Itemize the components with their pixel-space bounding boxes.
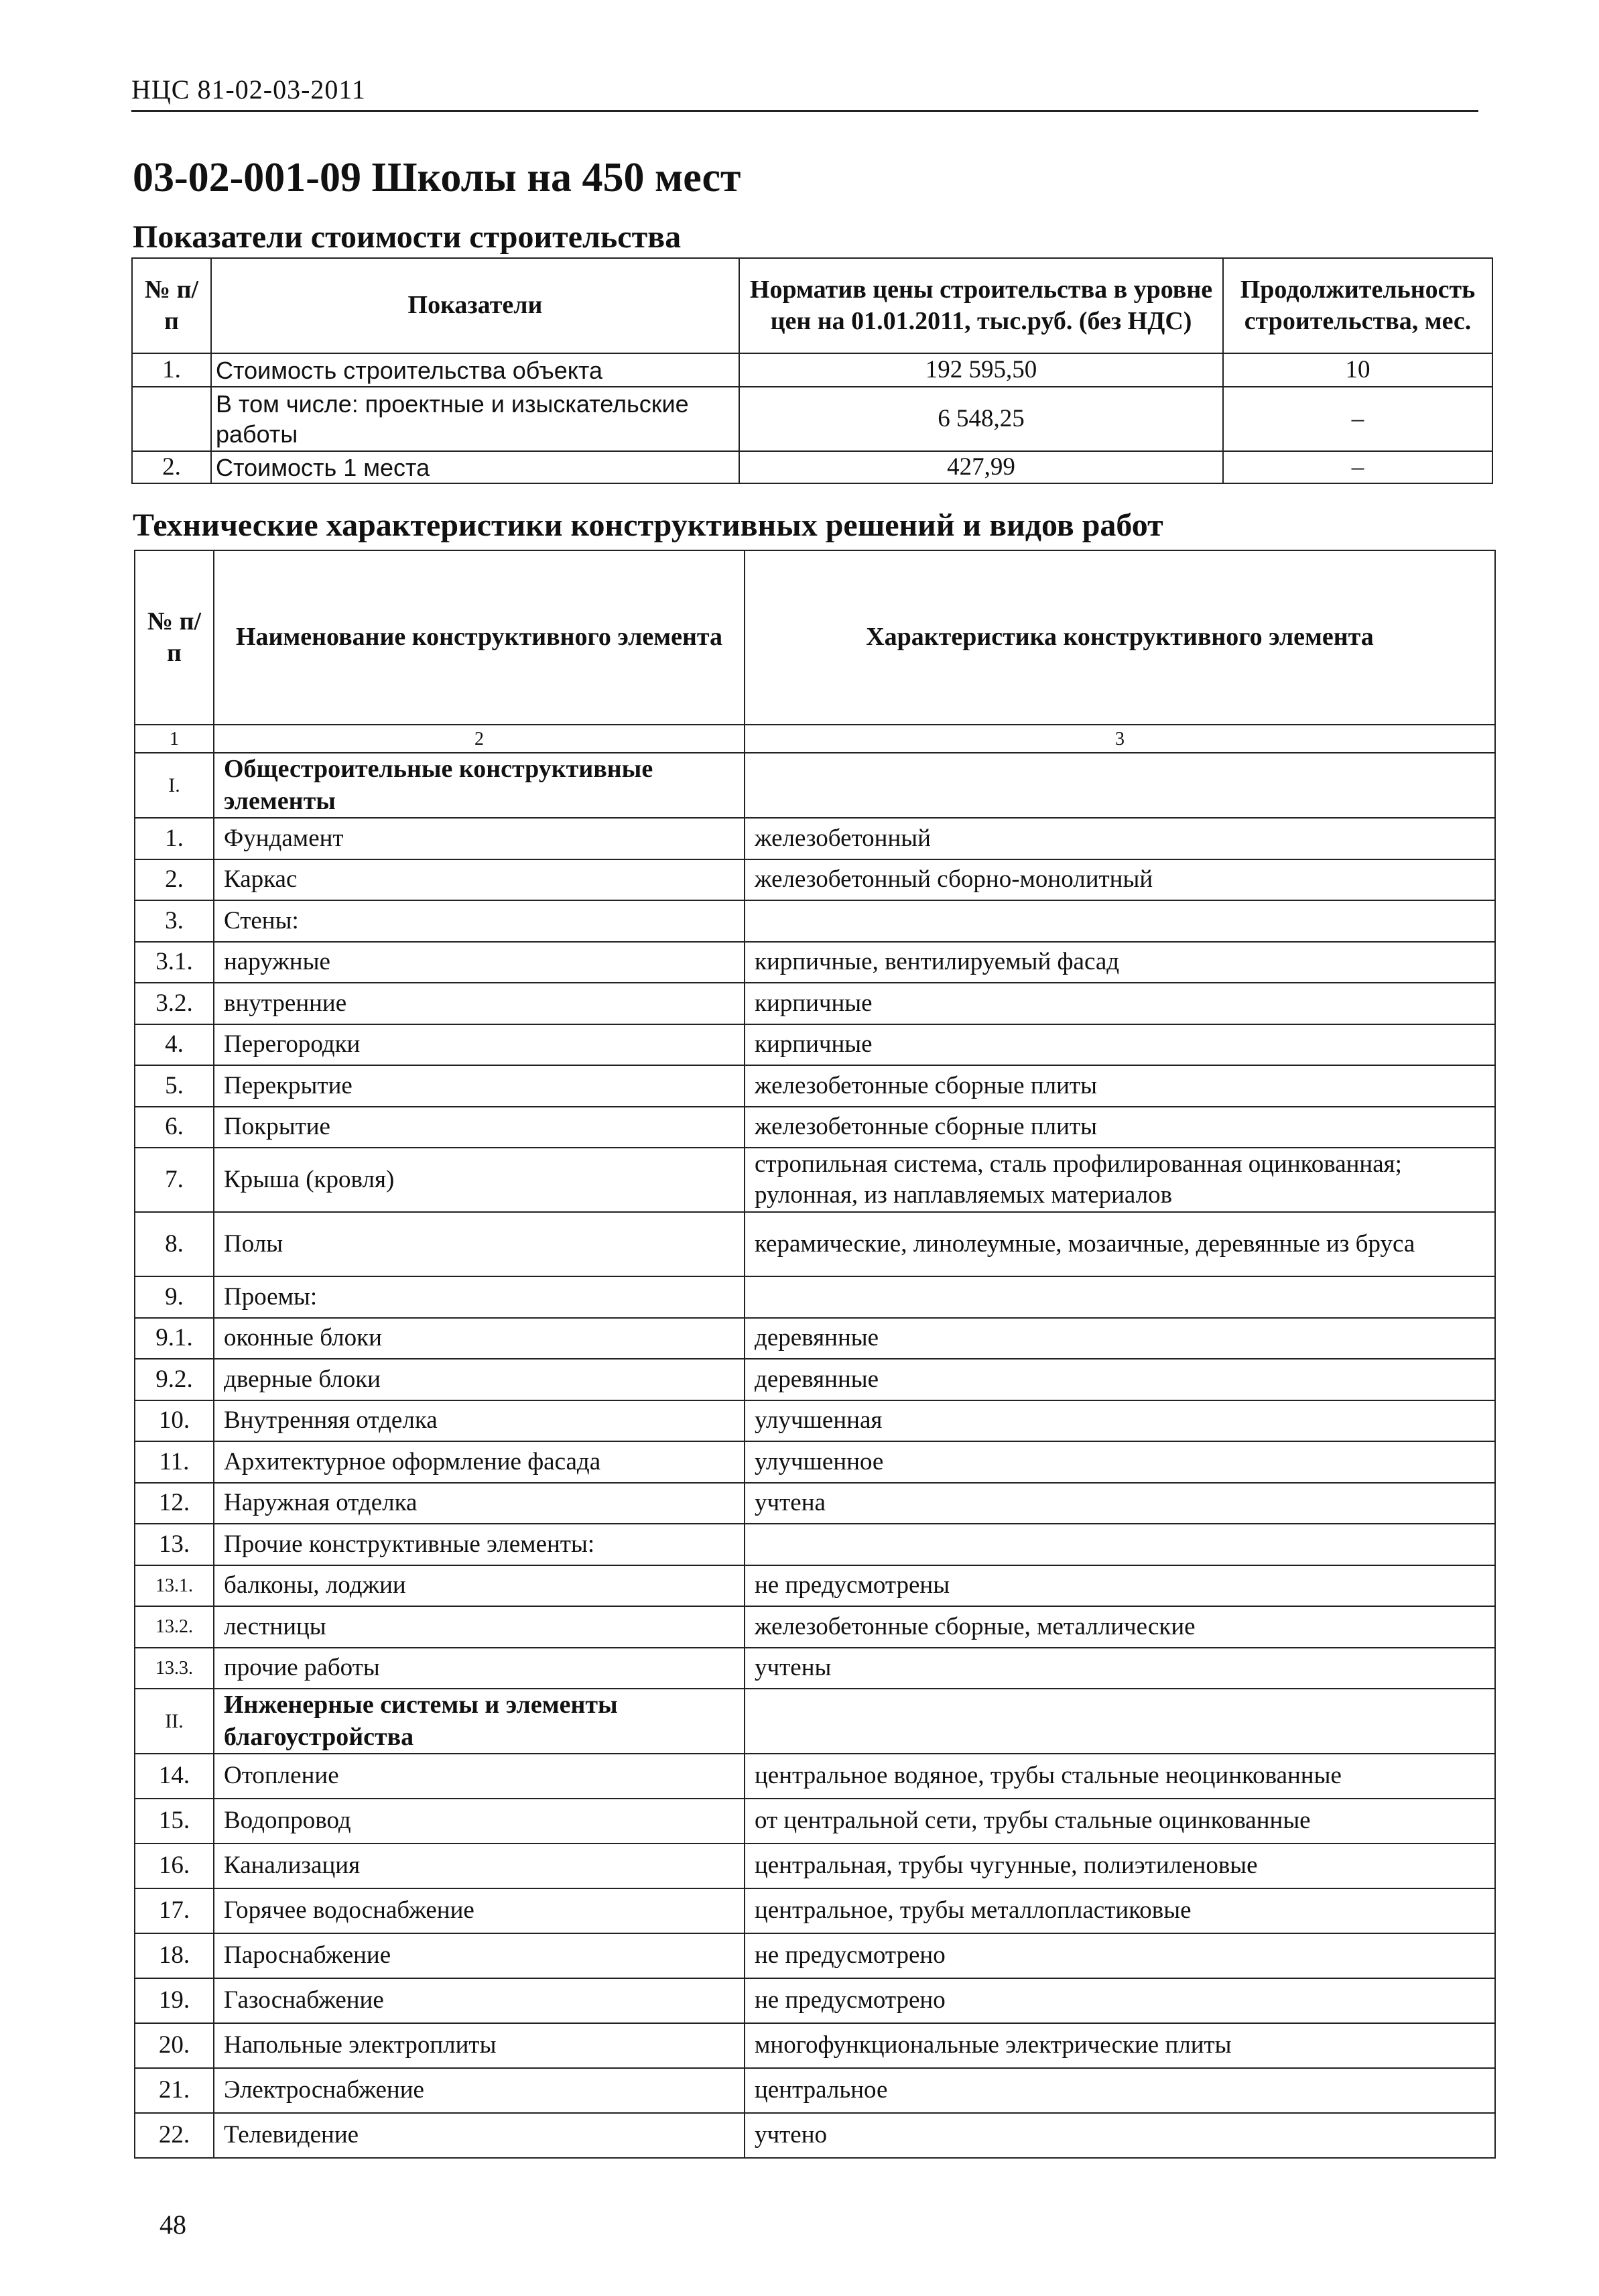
cost-row-duration: 10 [1223,353,1492,387]
tech-row-element-name: Общестроительные конструктивные элементы [214,753,745,818]
tech-col-characteristic-header: Характеристика конструктивного элемента [745,550,1495,725]
tech-row-characteristic: улучшенное [745,1441,1495,1483]
tech-row-num: 3.1. [135,942,214,983]
tech-table-row [135,859,1495,901]
tech-row-characteristic: учтены [745,1648,1495,1689]
tech-row-num: 4. [135,1024,214,1066]
tech-row-element-name: балконы, лоджии [214,1565,745,1607]
tech-row-element-name: Прочие конструктивные элементы: [214,1524,745,1565]
tech-row-num: 22. [135,2113,214,2158]
tech-row-element-name: лестницы [214,1606,745,1648]
tech-table-row [135,1888,1495,1933]
tech-row-num: 13.1. [135,1565,214,1607]
tech-row-characteristic: керамические, линолеумные, мозаичные, деревянные из бруса [745,1212,1495,1276]
tech-table-row [135,1606,1495,1648]
cost-row-num [132,387,211,451]
tech-row-characteristic [745,753,1495,818]
tech-table-row [135,818,1495,859]
tech-row-element-name: оконные блоки [214,1318,745,1360]
tech-row-element-name: Отопление [214,1754,745,1799]
tech-row-element-name: прочие работы [214,1648,745,1689]
tech-row-characteristic: кирпичные [745,983,1495,1024]
tech-table-row [135,2113,1495,2158]
tech-row-num: 21. [135,2068,214,2113]
tech-row-characteristic [745,900,1495,942]
cost-table [131,257,1493,484]
tech-row-characteristic: от центральной сети, трубы стальные оцинкованные [745,1799,1495,1844]
cost-table-row [132,387,1492,451]
tech-table-row [135,900,1495,942]
tech-row-num: II. [135,1689,214,1754]
tech-table-row [135,1483,1495,1524]
tech-row-num: 3.2. [135,983,214,1024]
document-code-header: НЦС 81-02-03-2011 [131,74,366,105]
tech-table-row [135,1754,1495,1799]
tech-table-row [135,1359,1495,1400]
tech-column-numbers-row [135,725,1495,753]
tech-row-element-name: Крыша (кровля) [214,1148,745,1212]
column-number: 1 [135,725,214,753]
tech-row-characteristic: кирпичные, вентилируемый фасад [745,942,1495,983]
tech-row-num: 7. [135,1148,214,1212]
cost-row-num: 1. [132,353,211,387]
tech-row-element-name: Канализация [214,1844,745,1888]
tech-table-row [135,1212,1495,1276]
tech-row-characteristic: не предусмотрено [745,1933,1495,1978]
tech-table-row [135,1648,1495,1689]
tech-row-element-name: Фундамент [214,818,745,859]
tech-table-row [135,1400,1495,1442]
tech-section-heading: Технические характеристики конструктивных решений и видов работ [133,507,1163,543]
tech-row-num: 13. [135,1524,214,1565]
tech-table-row [135,1276,1495,1318]
tech-row-element-name: Наружная отделка [214,1483,745,1524]
tech-row-element-name: Напольные электроплиты [214,2023,745,2068]
tech-row-num: 10. [135,1400,214,1442]
tech-row-element-name: Проемы: [214,1276,745,1318]
tech-row-num: 13.3. [135,1648,214,1689]
tech-row-element-name: Электроснабжение [214,2068,745,2113]
tech-table-row [135,942,1495,983]
cost-row-duration: – [1223,387,1492,451]
tech-row-element-name: внутренние [214,983,745,1024]
tech-table-row [135,983,1495,1024]
tech-table-row [135,1318,1495,1360]
tech-row-element-name: Внутренняя отделка [214,1400,745,1442]
tech-row-num: 6. [135,1107,214,1148]
tech-row-element-name: Инженерные системы и элементы благоустройства [214,1689,745,1754]
tech-row-element-name: Архитектурное оформление фасада [214,1441,745,1483]
tech-table-row [135,1148,1495,1212]
tech-row-element-name: наружные [214,942,745,983]
cost-section-heading: Показатели стоимости строительства [133,219,682,255]
tech-row-characteristic: центральное водяное, трубы стальные неоцинкованные [745,1754,1495,1799]
tech-row-element-name: Горячее водоснабжение [214,1888,745,1933]
tech-row-element-name: дверные блоки [214,1359,745,1400]
tech-row-element-name: Газоснабжение [214,1978,745,2023]
tech-row-element-name: Полы [214,1212,745,1276]
tech-row-num: 18. [135,1933,214,1978]
tech-table-row [135,1933,1495,1978]
tech-table-row [135,1799,1495,1844]
tech-row-num: 1. [135,818,214,859]
tech-row-num: I. [135,753,214,818]
tech-row-element-name: Стены: [214,900,745,942]
cost-col-duration-header: Продолжительность строительства, мес. [1223,258,1492,353]
tech-row-characteristic: стропильная система, сталь профилированная оцинкованная; рулонная, из наплавляемых материалов [745,1148,1495,1212]
tech-row-characteristic: кирпичные [745,1024,1495,1066]
tech-table-row [135,1107,1495,1148]
tech-table-row [135,1524,1495,1565]
tech-row-element-name: Каркас [214,859,745,901]
tech-row-characteristic: железобетонные сборные, металлические [745,1606,1495,1648]
column-number: 2 [214,725,745,753]
tech-section-row [135,753,1495,818]
cost-row-duration: – [1223,451,1492,483]
cost-col-indicator-header: Показатели [211,258,739,353]
page-title: 03-02-001-09 Школы на 450 мест [133,155,741,200]
cost-row-name: Стоимость строительства объекта [211,353,739,387]
tech-row-num: 9.2. [135,1359,214,1400]
tech-row-num: 12. [135,1483,214,1524]
tech-row-characteristic: улучшенная [745,1400,1495,1442]
tech-row-num: 9. [135,1276,214,1318]
tech-row-characteristic: не предусмотрено [745,1978,1495,2023]
tech-row-characteristic: центральная, трубы чугунные, полиэтиленовые [745,1844,1495,1888]
tech-row-num: 5. [135,1065,214,1107]
tech-row-element-name: Телевидение [214,2113,745,2158]
tech-row-characteristic: учтено [745,2113,1495,2158]
tech-row-num: 19. [135,1978,214,2023]
tech-table-row [135,1024,1495,1066]
tech-row-element-name: Перегородки [214,1024,745,1066]
tech-row-num: 15. [135,1799,214,1844]
cost-row-name: Стоимость 1 места [211,451,739,483]
tech-row-characteristic [745,1524,1495,1565]
tech-row-num: 8. [135,1212,214,1276]
tech-row-characteristic: деревянные [745,1359,1495,1400]
cost-table-row [132,353,1492,387]
cost-row-num: 2. [132,451,211,483]
tech-row-num: 9.1. [135,1318,214,1360]
tech-row-characteristic: не предусмотрены [745,1565,1495,1607]
tech-row-characteristic [745,1276,1495,1318]
tech-row-characteristic: многофункциональные электрические плиты [745,2023,1495,2068]
tech-row-num: 20. [135,2023,214,2068]
cost-col-norm-header: Норматив цены строительства в уровне цен на 01.01.2011, тыс.руб. (без НДС) [739,258,1223,353]
cost-table-row [132,451,1492,483]
tech-row-characteristic: железобетонные сборные плиты [745,1107,1495,1148]
tech-table-row [135,1065,1495,1107]
cost-col-num-header: № п/п [132,258,211,353]
tech-table-row [135,2023,1495,2068]
tech-row-element-name: Водопровод [214,1799,745,1844]
tech-row-characteristic: центральное, трубы металлопластиковые [745,1888,1495,1933]
tech-row-num: 2. [135,859,214,901]
header-divider [131,110,1478,112]
tech-col-element-header: Наименование конструктивного элемента [214,550,745,725]
tech-row-characteristic: деревянные [745,1318,1495,1360]
tech-row-num: 14. [135,1754,214,1799]
tech-row-characteristic: железобетонные сборные плиты [745,1065,1495,1107]
tech-table-row [135,2068,1495,2113]
tech-row-characteristic: центральное [745,2068,1495,2113]
tech-table-row [135,1441,1495,1483]
tech-row-num: 13.2. [135,1606,214,1648]
tech-table-row [135,1978,1495,2023]
tech-row-characteristic [745,1689,1495,1754]
tech-section-row [135,1689,1495,1754]
tech-table-row [135,1565,1495,1607]
tech-row-element-name: Покрытие [214,1107,745,1148]
tech-row-num: 3. [135,900,214,942]
tech-row-characteristic: железобетонный сборно-монолитный [745,859,1495,901]
cost-row-name: В том числе: проектные и изыскательские работы [211,387,739,451]
cost-row-value: 427,99 [739,451,1223,483]
tech-row-characteristic: учтена [745,1483,1495,1524]
tech-row-num: 17. [135,1888,214,1933]
cost-table-header-row [132,258,1492,353]
cost-row-value: 192 595,50 [739,353,1223,387]
tech-col-num-header: № п/п [135,550,214,725]
page-number: 48 [159,2210,186,2240]
tech-row-num: 11. [135,1441,214,1483]
tech-row-element-name: Пароснабжение [214,1933,745,1978]
tech-table [134,550,1496,2159]
tech-row-element-name: Перекрытие [214,1065,745,1107]
cost-row-value: 6 548,25 [739,387,1223,451]
tech-table-row [135,1844,1495,1888]
tech-row-characteristic: железобетонный [745,818,1495,859]
tech-table-header-row [135,550,1495,725]
tech-row-num: 16. [135,1844,214,1888]
column-number: 3 [745,725,1495,753]
